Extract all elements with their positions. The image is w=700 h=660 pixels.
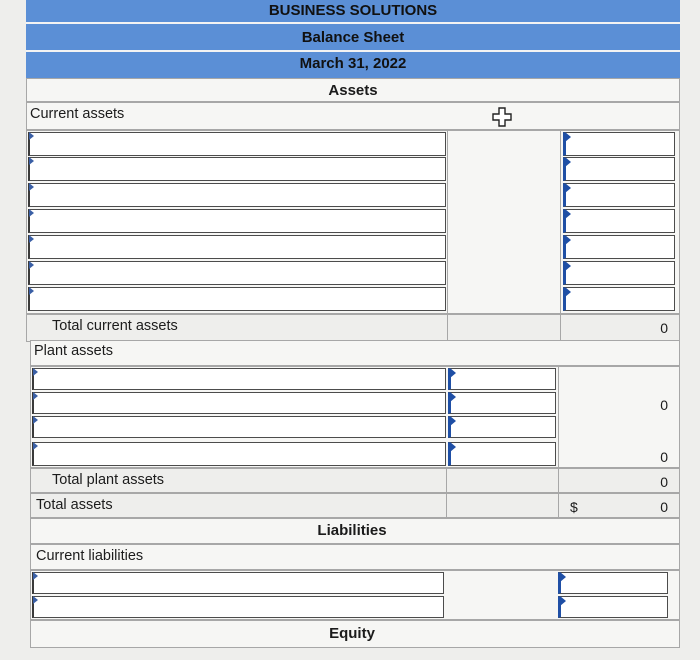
plant-asset-description-input[interactable] — [32, 368, 446, 390]
column-divider — [447, 130, 448, 342]
column-divider — [560, 130, 561, 342]
total-assets-value: 0 — [660, 499, 668, 515]
plant-asset-description-input[interactable] — [32, 416, 446, 438]
header-divider — [26, 50, 680, 52]
plant-asset-description-input[interactable] — [32, 442, 446, 466]
move-cursor-icon — [492, 107, 512, 127]
plant-asset-row-value: 0 — [660, 449, 668, 465]
current-asset-amount-input[interactable] — [563, 209, 675, 233]
current-asset-amount-input[interactable] — [563, 261, 675, 285]
total-assets-row — [30, 493, 680, 518]
current-liability-amount-input[interactable] — [558, 572, 668, 594]
current-liability-description-input[interactable] — [32, 596, 444, 618]
plant-assets-row — [30, 340, 680, 366]
current-asset-amount-input[interactable] — [563, 287, 675, 311]
current-asset-description-input[interactable] — [28, 209, 446, 233]
current-asset-description-input[interactable] — [28, 132, 446, 156]
current-liability-amount-input[interactable] — [558, 596, 668, 618]
current-asset-amount-input[interactable] — [563, 235, 675, 259]
plant-asset-subtotal-value: 0 — [660, 397, 668, 413]
plant-asset-description-input[interactable] — [32, 392, 446, 414]
total-plant-assets-label: Total plant assets — [52, 472, 165, 488]
plant-asset-amount-input[interactable] — [448, 442, 556, 466]
current-asset-amount-input[interactable] — [563, 132, 675, 156]
current-asset-description-input[interactable] — [28, 261, 446, 285]
total-plant-assets-value: 0 — [660, 474, 668, 490]
current-asset-description-input[interactable] — [28, 235, 446, 259]
current-asset-description-input[interactable] — [28, 287, 446, 311]
total-assets-currency: $ — [570, 499, 578, 515]
total-assets-label: Total assets — [36, 497, 113, 513]
plant-asset-amount-input[interactable] — [448, 368, 556, 390]
current-asset-amount-input[interactable] — [563, 183, 675, 207]
statement-title: Balance Sheet — [301, 29, 405, 46]
plant-asset-amount-input[interactable] — [448, 416, 556, 438]
current-asset-amount-input[interactable] — [563, 157, 675, 181]
current-asset-description-input[interactable] — [28, 157, 446, 181]
current-assets-label: Current assets — [30, 106, 125, 122]
current-liabilities-label: Current liabilities — [36, 548, 144, 564]
header-divider — [26, 22, 680, 24]
plant-asset-amount-input[interactable] — [448, 392, 556, 414]
total-current-assets-label: Total current assets — [52, 318, 178, 334]
company-name: BUSINESS SOLUTIONS — [268, 2, 438, 19]
current-liability-description-input[interactable] — [32, 572, 444, 594]
total-current-assets-value: 0 — [660, 320, 668, 336]
liabilities-heading: Liabilities — [317, 522, 387, 539]
equity-heading: Equity — [329, 625, 375, 642]
assets-heading: Assets — [328, 82, 378, 99]
statement-date: March 31, 2022 — [299, 55, 407, 72]
current-asset-description-input[interactable] — [28, 183, 446, 207]
plant-assets-label: Plant assets — [34, 343, 113, 359]
